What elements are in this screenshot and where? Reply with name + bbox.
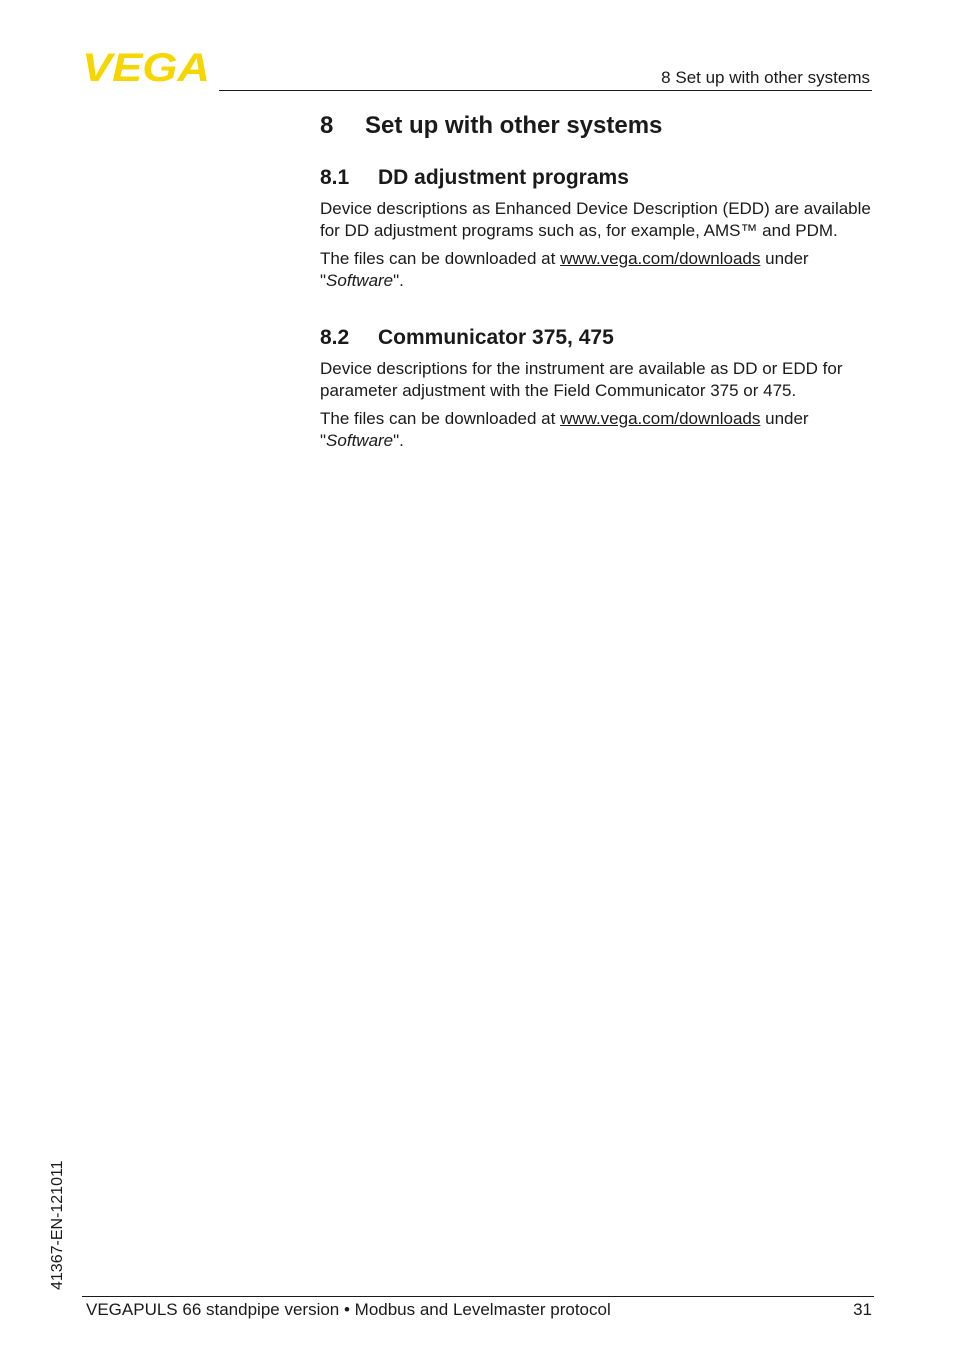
downloads-link[interactable]: www.vega.com/downloads xyxy=(560,249,761,268)
page-content xyxy=(320,110,875,451)
download-text: The files can be downloaded at xyxy=(320,249,561,268)
chapter-number: 8 xyxy=(320,112,334,139)
section-dd-adjustment xyxy=(320,164,875,291)
section-number: 8.1 xyxy=(320,166,350,189)
download-text-end: ". xyxy=(393,270,404,290)
header-rule xyxy=(219,90,872,91)
software-label: Software xyxy=(326,270,394,290)
download-paragraph xyxy=(320,248,875,291)
section-title: DD adjustment programs xyxy=(378,166,629,189)
download-paragraph xyxy=(320,408,875,451)
running-header: 8 Set up with other systems xyxy=(661,68,870,87)
chapter-title: Set up with other systems xyxy=(365,112,663,139)
chapter-heading xyxy=(320,110,875,142)
section-title: Communicator 375, 475 xyxy=(378,326,614,349)
section-heading xyxy=(320,164,875,192)
page-number: 31 xyxy=(853,1300,872,1319)
section-paragraph: Device descriptions as Enhanced Device Description (EDD) are available for DD adjustment programs such as, for example, AMS™ and PDM. xyxy=(320,199,871,240)
document-code: 41367-EN-121011 xyxy=(49,1160,66,1290)
download-text-middle: under " xyxy=(320,409,809,450)
footer-rule xyxy=(82,1296,874,1297)
downloads-link[interactable]: www.vega.com/downloads xyxy=(560,409,761,428)
section-heading xyxy=(320,324,875,352)
vega-logo-text: VEGA xyxy=(82,50,210,84)
section-communicator xyxy=(320,324,875,451)
section-number: 8.2 xyxy=(320,326,350,349)
footer-product-line: VEGAPULS 66 standpipe version • Modbus and Levelmaster protocol xyxy=(86,1300,611,1319)
download-text: The files can be downloaded at xyxy=(320,409,561,428)
vega-logo xyxy=(82,50,212,84)
download-text-middle: under " xyxy=(320,249,809,290)
software-label: Software xyxy=(326,430,394,450)
section-paragraph: Device descriptions for the instrument are available as DD or EDD for parameter adjustment with the Field Communicator 375 or 475. xyxy=(320,359,843,400)
download-text-end: ". xyxy=(393,430,404,450)
